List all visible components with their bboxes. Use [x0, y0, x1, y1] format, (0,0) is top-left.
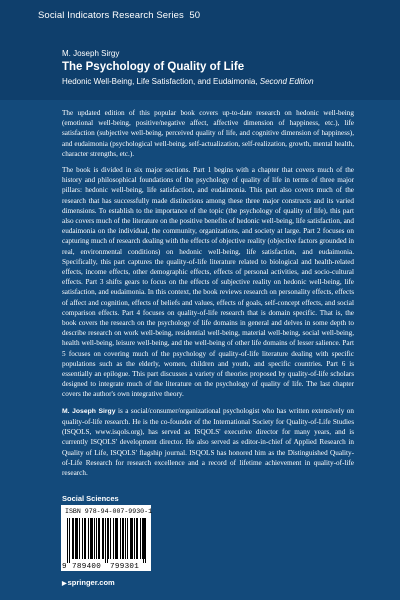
barcode-bar	[84, 518, 85, 559]
barcode-bar	[120, 518, 121, 559]
description-paragraph: The book is divided in six major sections. Part 1 begins with a chapter that covers much of the history and philosophical foundations of the psychology of quality of life in terms of three major pillars: hedonic well-being, life satisfaction, and eudaimonia. This part also covers much of the research that has successfully made distinctions among these three major constructs and its varied dimensions. To establish to the importance of the topic (the psychology of quality of life), this part also covers much of the literature on the positive benefits of hedonic well-being, life satisfaction, and eudaimonia on the individual, the community, organizations, and society at large. Part 2 focuses on capturing much of research dealing with the effects of objective reality (objective factors grounded in real, environmental conditions) on hedonic well-being, life satisfaction, and eudaimonia. Specifically, this part captures the quality-of-life literature related to biological and health-related effects, income effects, other demographic effects, effects of personal activities, and socio-cultural effects. Part 3 shifts gears to focus on the effects of subjective reality on hedonic well-being, life satisfaction, and eudaimonia. In this context, the book reviews research on personality effects, effects of affect and cognition, effects of beliefs and values, effects of goals, self-concept effects, and social comparison effects. Part 4 focuses on quality-of-life research that is domain specific. That is, the book covers the research on the psychology of life domains in general and delves in some depth to describe research on work well-being, residential well-being, material well-being, social well-being, health well-being, leisure well-being, and the well-being of other life domains of lesser salience. Part 5 focuses on covering much of the psychology of quality-of-life literature dealing with specific populations such as the elderly, women, children and youth, and specific countries. Part 6 is essentially an epilogue. This part discusses a variety of theories proposed by quality-of-life scholars designed to integrate much of the literature on the psychology of quality of life. The last chapter covers the author's own integrative theory.	[62, 166, 354, 399]
barcode-bar	[140, 518, 141, 559]
barcode-bar	[143, 518, 144, 563]
barcode-bar	[130, 518, 131, 559]
barcode-bar	[75, 518, 76, 559]
barcode-bar	[137, 518, 138, 559]
subtitle-text: Hedonic Well-Being, Life Satisfaction, and Eudaimonia,	[62, 77, 258, 86]
url-text: springer.com	[67, 578, 115, 587]
book-title: The Psychology of Quality of Life	[62, 61, 245, 73]
barcode-bar	[134, 518, 135, 559]
barcode-bar	[79, 518, 80, 559]
barcode-bars	[67, 518, 147, 563]
bio-name: M. Joseph Sirgy	[62, 407, 116, 415]
barcode-bar	[108, 518, 109, 559]
series-name: Social Indicators Research Series	[38, 10, 184, 21]
barcode-digit-group-1: 789400	[72, 563, 102, 571]
barcode-bar	[82, 518, 83, 559]
barcode-digit-group-2: 799301	[110, 563, 140, 571]
barcode-bar	[123, 518, 124, 559]
barcode-bar	[117, 518, 118, 559]
barcode-bar	[125, 518, 126, 559]
subject-category: Social Sciences	[62, 494, 119, 503]
description-paragraph: The updated edition of this popular book covers up-to-date research on hedonic well-being (emotional well-being, positive/negative affect, affective dimension of happiness, etc.), life satisfaction (subjective well-being, perceived quality of life, and cognitive dimension of happiness), and eudaimonia (psychological well-being, self-actualization, self-realization, growth, mental health, character strengths, etc.).	[62, 109, 354, 158]
barcode-bar	[77, 518, 78, 559]
publisher-url	[62, 578, 115, 587]
barcode-bar	[113, 518, 114, 559]
barcode-bar	[85, 518, 86, 559]
series-line	[38, 10, 200, 21]
barcode-bar	[73, 518, 74, 559]
barcode-bar	[122, 518, 123, 559]
barcode-bar	[115, 518, 116, 559]
barcode-bar	[94, 518, 95, 559]
barcode-bar	[96, 518, 97, 559]
barcode-bar	[107, 518, 108, 563]
barcode-digit-first: 9	[62, 563, 67, 571]
barcode-bar	[69, 518, 70, 563]
barcode-bar	[88, 518, 89, 559]
barcode-bar	[90, 518, 91, 559]
barcode-bar	[67, 518, 68, 563]
barcode-bar	[127, 518, 128, 559]
series-volume: 50	[189, 10, 201, 21]
barcode-bar	[142, 518, 143, 559]
barcode-bar	[76, 518, 77, 559]
barcode-bar	[144, 518, 145, 559]
author-bio	[62, 406, 354, 478]
barcode-bar	[131, 518, 132, 559]
barcode-bar	[145, 518, 146, 563]
isbn-number: ISBN 978-94-007-9930-1	[65, 508, 153, 515]
barcode-bar	[99, 518, 100, 559]
barcode-bar	[110, 518, 111, 559]
barcode-bar	[132, 518, 133, 559]
barcode-bar	[103, 518, 104, 559]
isbn-barcode	[61, 505, 151, 571]
barcode-bar	[72, 518, 73, 559]
arrow-icon: ▶	[62, 581, 67, 587]
barcode-bar	[105, 518, 106, 563]
barcode-bar	[116, 518, 117, 559]
bio-text: is a social/consumer/organizational psychologist who has written extensively on quality-of-life research. He is the co-founder of the International Society for Quality-of-Life Studies (ISQOLS, www.isqols.org), has served as ISQOLS' executive director for many years, and is currently ISQOLS' development director. He also served as editor-in-chief of Applied Research in Quality of Life, ISQOLS' flagship journal. ISQOLS has honored him as the Distinguished Quality-of-Life Research for research excellence and a record of lifetime achievement in quality-of-life research.	[62, 406, 354, 477]
author-name: M. Joseph Sirgy	[62, 49, 120, 58]
back-cover-text	[62, 108, 354, 484]
barcode-bar	[92, 518, 93, 559]
barcode-bar	[136, 518, 137, 559]
edition-label: Second Edition	[259, 77, 314, 86]
barcode-bar	[91, 518, 92, 559]
barcode-bar	[102, 518, 103, 559]
barcode-bar	[98, 518, 99, 559]
book-subtitle	[62, 77, 314, 86]
